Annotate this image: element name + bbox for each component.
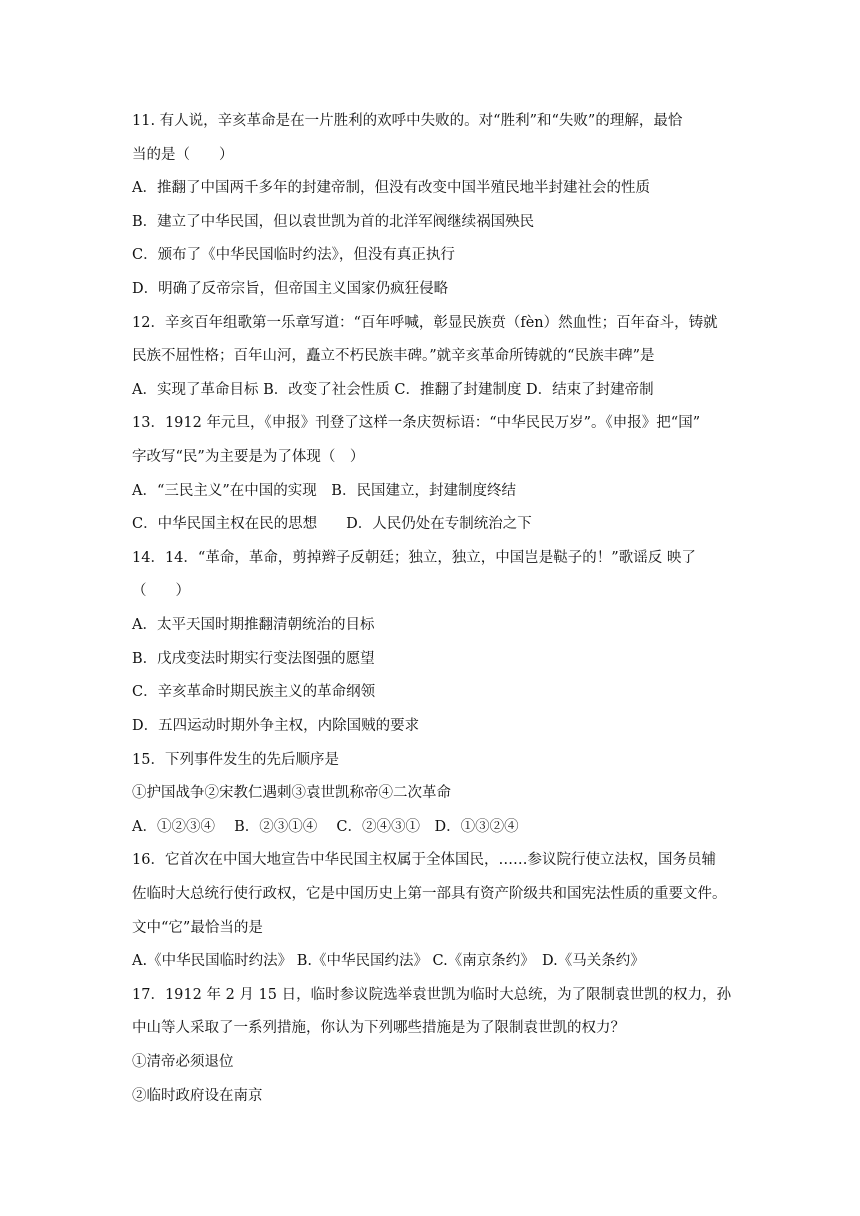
q12-stem-line1: 12．辛亥百年组歌第一乐章写道：“百年呼喊，彰显民族贲（fèn）然血性；百年奋斗，铸就 <box>132 315 718 331</box>
q12-stem-line2: 民族不屈性格；百年山河，矗立不朽民族丰碑。”就辛亥革命所铸就的“民族丰碑”是 <box>132 348 655 364</box>
q17-item-2: ②临时政府设在南京 <box>132 1088 263 1104</box>
q15-options: A．①②③④ B．②③①④ C．②④③① D．①③②④ <box>132 819 519 835</box>
q13-stem-line1: 13．1912 年元旦，《申报》刊登了这样一条庆贺标语：“中华民民万岁”。《申报》把“国” <box>132 415 701 431</box>
q14-option-c: C．辛亥革命时期民族主义的革命纲领 <box>132 684 376 700</box>
q11-option-d: D．明确了反帝宗旨，但帝国主义国家仍疯狂侵略 <box>132 281 449 297</box>
q14-stem-line1: 14．14．“革命，革命，剪掉辫子反朝廷；独立，独立，中国岂是鞑子的！”歌谣反 映了 <box>132 550 696 566</box>
q12-options: A．实现了革命目标 B．改变了社会性质 C．推翻了封建制度 D．结束了封建帝制 <box>132 382 654 398</box>
q13-stem-line2: 字改写“民”为主要是为了体现（ ） <box>132 449 365 465</box>
q14-option-a: A．太平天国时期推翻清朝统治的目标 <box>132 617 375 633</box>
q15-events: ①护国战争②宋教仁遇刺③袁世凯称帝④二次革命 <box>132 785 451 801</box>
q17-stem-line1: 17．1912 年 2 月 15 日，临时参议院选举袁世凯为临时大总统，为了限制袁世凯的权力，孙 <box>132 987 732 1003</box>
q11-option-a: A．推翻了中国两千多年的封建帝制，但没有改变中国半殖民地半封建社会的性质 <box>132 180 650 196</box>
q14-stem-line2: （ ） <box>132 583 190 599</box>
q15-stem: 15．下列事件发生的先后顺序是 <box>132 752 339 768</box>
q13-options-cd: C．中华民国主权在民的思想 D．人民仍处在专制统治之下 <box>132 516 532 532</box>
q13-options-ab: A．“三民主义”在中国的实现 B．民国建立，封建制度终结 <box>132 483 516 499</box>
q17-stem-line2: 中山等人采取了一系列措施，你认为下列哪些措施是为了限制袁世凯的权力？ <box>132 1020 625 1036</box>
q11-stem-line2: 当的是（ ） <box>132 147 234 163</box>
q11-option-b: B．建立了中华民国，但以袁世凯为首的北洋军阀继续祸国殃民 <box>132 214 535 230</box>
q14-option-d: D．五四运动时期外争主权，内除国贼的要求 <box>132 718 420 734</box>
q17-item-1: ①清帝必须退位 <box>132 1054 234 1070</box>
q11-option-c: C．颁布了《中华民国临时约法》，但没有真正执行 <box>132 247 455 263</box>
q16-stem-line3: 文中“它”最恰当的是 <box>132 920 263 936</box>
q16-options: A.《中华民国临时约法》 B.《中华民国约法》 C.《南京条约》 D.《马关条约》 <box>132 953 645 969</box>
q14-option-b: B．戊戌变法时期实行变法图强的愿望 <box>132 651 375 667</box>
q16-stem-line2: 佐临时大总统行使行政权，它是中国历史上第一部具有资产阶级共和国宪法性质的重要文件。 <box>132 886 727 902</box>
q11-stem-line1: 11. 有人说，辛亥革命是在一片胜利的欢呼中失败的。对“胜利”和“失败”的理解，最恰 <box>132 113 683 129</box>
q16-stem-line1: 16．它首次在中国大地宣告中华民国主权属于全体国民，……参议院行使立法权，国务员辅 <box>132 852 716 868</box>
